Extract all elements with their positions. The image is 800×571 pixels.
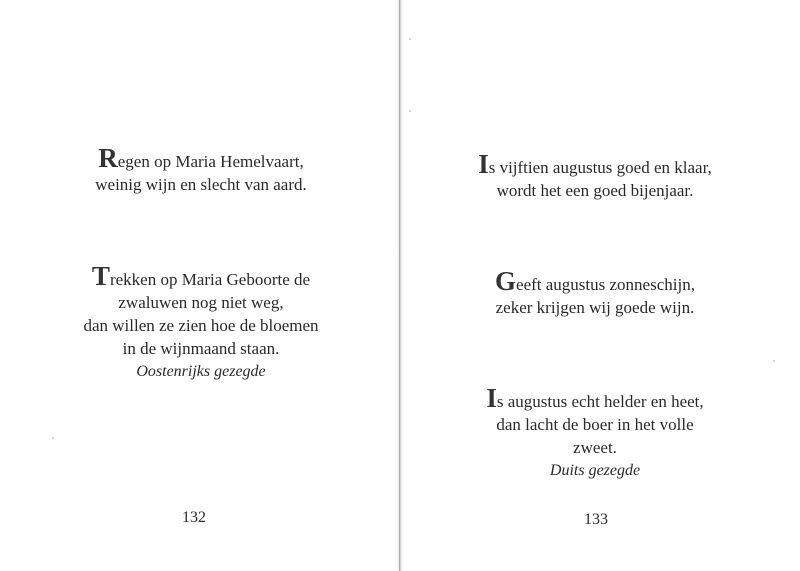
verse-source: Oostenrijks gezegde [136,363,266,380]
verse-line [440,383,750,413]
right-verse-3 [440,383,750,482]
right-verse-2 [440,266,750,319]
verse-line: dan willen ze zien hoe de bloemen [83,316,319,335]
verse-line: zwaluwen nog niet weg, [118,293,284,312]
paper-speck [409,38,411,40]
gutter-fold-line [399,0,400,571]
verse-line-text: s vijftien augustus goed en klaar, [488,158,712,177]
verse-source: Duits gezegde [549,462,641,479]
verse-line: weinig wijn en slecht van aard. [95,175,307,194]
verse-line: zeker krijgen wij goede wijn. [495,298,695,317]
verse-line [40,143,362,173]
paper-speck [773,360,775,362]
verse-line [30,261,372,291]
left-verse-2 [30,261,372,383]
drop-cap: G [495,266,517,296]
verse-line-text: eeft augustus zonneschijn, [516,275,695,294]
page-number-left: 132 [182,509,206,526]
verse-line [440,266,750,296]
verse-line: in de wijnmaand staan. [122,339,280,358]
verse-line-text: rekken op Maria Geboorte de [109,270,311,289]
verse-line-text: egen op Maria Hemelvaart, [117,152,304,171]
drop-cap: I [478,149,489,179]
verse-line: dan lacht de boer in het volle [496,415,694,434]
left-verse-1 [40,143,362,196]
paper-speck [409,110,411,112]
drop-cap: I [486,383,497,413]
drop-cap: R [98,143,118,173]
verse-line: zweet. [573,438,617,457]
page-number-right: 133 [584,511,608,528]
paper-speck [52,437,54,439]
verse-line: wordt het een goed bijenjaar. [496,181,694,200]
drop-cap: T [91,261,110,291]
verse-line-text: s augustus echt helder en heet, [496,392,704,411]
right-verse-1 [440,149,750,202]
verse-line [440,149,750,179]
book-gutter [397,0,403,571]
